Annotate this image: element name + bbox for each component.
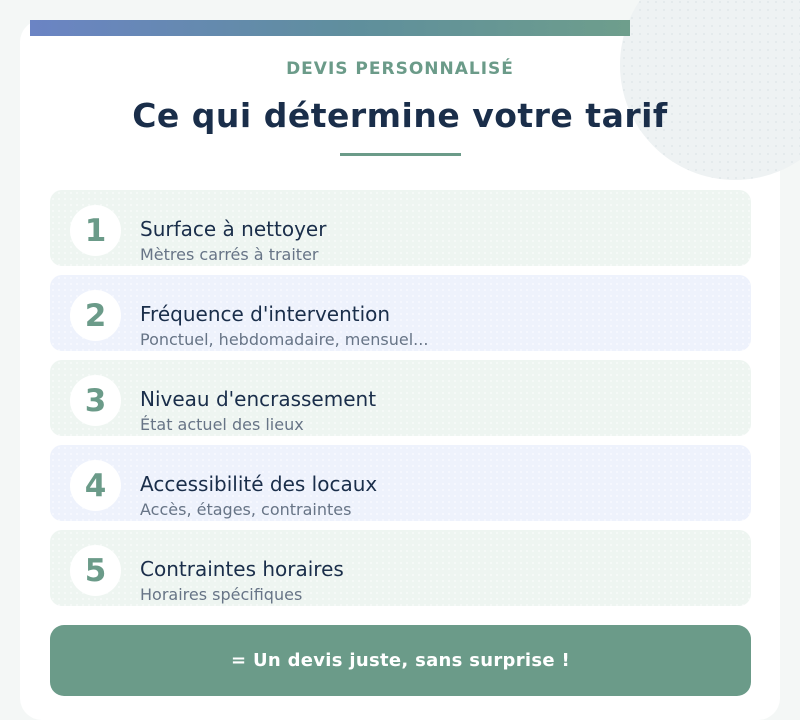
factor-subtitle: Horaires spécifiques	[140, 585, 303, 604]
factor-number-badge: 4	[70, 460, 121, 511]
factor-item	[50, 530, 751, 606]
factor-subtitle: Ponctuel, hebdomadaire, mensuel...	[140, 330, 429, 349]
factor-subtitle: Accès, étages, contraintes	[140, 500, 352, 519]
factor-item	[50, 275, 751, 351]
factor-number-badge: 1	[70, 205, 121, 256]
factor-subtitle: Mètres carrés à traiter	[140, 245, 319, 264]
factor-item	[50, 360, 751, 436]
factor-number-badge: 3	[70, 375, 121, 426]
top-accent-bar	[30, 20, 630, 36]
factor-title: Contraintes horaires	[140, 557, 344, 581]
factor-title: Accessibilité des locaux	[140, 472, 378, 496]
factor-subtitle: État actuel des lieux	[140, 415, 304, 434]
page-title: Ce qui détermine votre tarif	[132, 96, 668, 135]
title-underline	[340, 153, 461, 156]
factor-item	[50, 445, 751, 521]
factor-title: Surface à nettoyer	[140, 217, 327, 241]
eyebrow-label: DEVIS PERSONNALISÉ	[286, 59, 514, 79]
factor-number-badge: 5	[70, 545, 121, 596]
factor-item	[50, 190, 751, 266]
conclusion-banner: = Un devis juste, sans surprise !	[50, 625, 751, 696]
factor-title: Niveau d'encrassement	[140, 387, 377, 411]
factor-number-badge: 2	[70, 290, 121, 341]
factor-title: Fréquence d'intervention	[140, 302, 391, 326]
